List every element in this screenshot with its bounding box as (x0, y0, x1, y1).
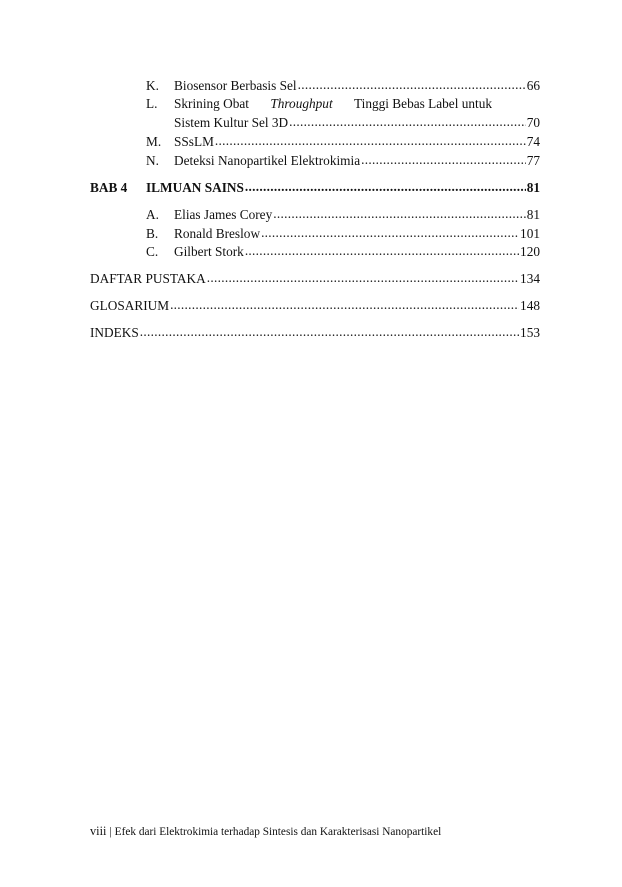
toc-entry-m[interactable] (0, 133, 622, 151)
toc-entry-l-continued[interactable] (0, 114, 622, 132)
toc-entry-page: 70 (526, 115, 540, 130)
toc-entry-title: Gilbert Stork (174, 244, 244, 259)
toc-entry-page: 66 (526, 78, 540, 93)
toc-entry-title-part: Tinggi Bebas Label untuk (353, 96, 492, 111)
page-footer (90, 824, 441, 839)
leader-dots (361, 151, 526, 169)
footer-separator: | (109, 826, 112, 838)
toc-entry-a[interactable] (0, 206, 622, 224)
toc-entry-page: 81 (526, 207, 540, 222)
toc-entry-title: GLOSARIUM (90, 298, 170, 313)
toc-entry-title: INDEKS (90, 325, 139, 340)
toc-entry-l[interactable] (0, 95, 622, 113)
toc-entry-page: 120 (520, 244, 540, 259)
leader-dots (298, 76, 526, 94)
toc-entry-letter: M. (146, 134, 162, 149)
toc-entry-title-part: Skrining Obat (174, 96, 249, 111)
leader-dots (289, 113, 526, 131)
toc-entry-letter: C. (146, 244, 159, 259)
toc-entry-title: Elias James Corey (174, 207, 273, 222)
toc-entry-page: 134 (520, 271, 540, 286)
leader-dots (273, 205, 525, 223)
toc-entry-letter: K. (146, 78, 159, 93)
toc-entry-c[interactable] (0, 243, 622, 261)
leader-dots (261, 224, 519, 242)
toc-entry-page: 153 (520, 325, 540, 340)
toc-entry-title: Biosensor Berbasis Sel (174, 78, 297, 93)
leader-dots (245, 242, 519, 260)
toc-entry-title: Deteksi Nanopartikel Elektrokimia (174, 153, 361, 168)
leader-dots (170, 296, 519, 314)
leader-dots (140, 323, 519, 341)
toc-entry-k[interactable] (0, 77, 622, 95)
toc-entry-letter: N. (146, 153, 159, 168)
footer-page-number: viii (90, 824, 107, 838)
toc-entry-page: 77 (526, 153, 540, 168)
footer-book-title: Efek dari Elektrokimia terhadap Sintesis dan Karakterisasi Nanopartikel (114, 826, 442, 838)
chapter-label: BAB 4 (90, 180, 128, 195)
toc-entry-title-italic: Throughput (270, 96, 333, 111)
toc-entry-b[interactable] (0, 225, 622, 243)
toc-entry-page: 74 (526, 134, 540, 149)
toc-entry-title: Ronald Breslow (174, 226, 261, 241)
toc-entry-n[interactable] (0, 152, 622, 170)
leader-dots (207, 269, 519, 287)
toc-entry-page: 101 (520, 226, 540, 241)
toc-entry-daftar-pustaka[interactable] (0, 270, 622, 288)
toc-entry-title: Sistem Kultur Sel 3D (174, 115, 289, 130)
leader-dots (215, 132, 526, 150)
toc-entry-letter: A. (146, 207, 159, 222)
toc-entry-page: 148 (520, 298, 540, 313)
toc-entry-letter: L. (146, 96, 158, 111)
chapter-page: 81 (526, 180, 540, 195)
toc-entry-title: DAFTAR PUSTAKA (90, 271, 206, 286)
chapter-title: ILMUAN SAINS (146, 180, 244, 195)
toc-entry-indeks[interactable] (0, 324, 622, 342)
toc-chapter-bab4[interactable] (0, 179, 622, 197)
toc-entry-title: SSsLM (174, 134, 214, 149)
toc-entry-letter: B. (146, 226, 159, 241)
leader-dots (245, 178, 526, 196)
toc-entry-glosarium[interactable] (0, 297, 622, 315)
